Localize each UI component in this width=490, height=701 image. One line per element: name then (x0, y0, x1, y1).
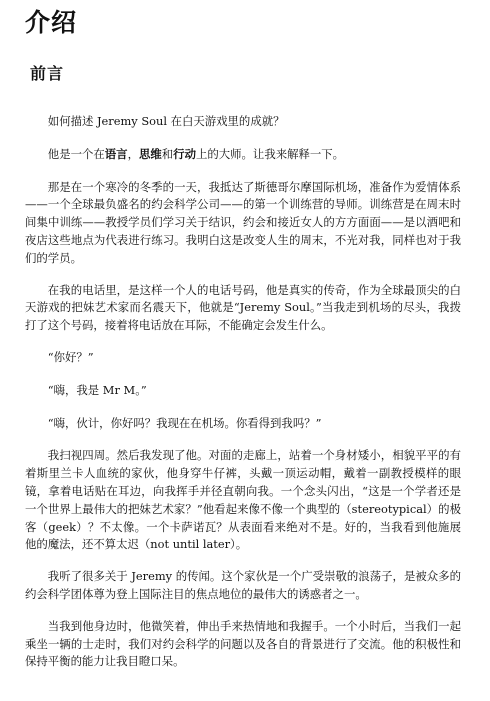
text-span: 和 (161, 146, 174, 161)
text-span: 他是一个在 (47, 146, 105, 161)
paragraph: 我听了很多关于 Jeremy 的传闻。这个家伙是一个广受崇敬的浪荡子，是被众多的约会科学团体尊为登上国际注目的焦点地位的最伟大的诱惑者之一。 (25, 569, 461, 601)
paragraph: “你好？” (47, 349, 94, 364)
section-title: 前言 (30, 64, 65, 83)
paragraph: 我扫视四周。然后我发现了他。对面的走廊上，站着一个身材矮小，相貌平平的有着斯里兰卡人血统的家伙，他身穿牛仔裤，头戴一顶运动帽，戴着一副教授模样的眼镜，拿着电话贴在耳边，向我挥手并径直朝向我。一个念头闪出，“这是一个学者还是一个世界上最伟大的把妹艺术家？”他看起来像不像一个典型的（stereotypical）的极客（geek）？不太像。一个卡萨诺瓦？从表面看来绝对不是。好的，当我看到他施展他的魔法，还不算太迟（not until later）。 (25, 448, 461, 552)
text-span: 上的大师。让我来解释一下。 (195, 146, 345, 161)
paragraph: 那是在一个寒冷的冬季的一天，我抵达了斯德哥尔摩国际机场，准备作为爱情体系——一个全球最负盛名的约会科学公司——的第一个训练营的导师。训练营是在周末时间集中训练——教授学员们学习关于结识，约会和接近女人的方方面面——是以酒吧和夜店这些地点为代表进行练习。我明白这是改变人生的周末，不光对我，同样也对于我们的学员。 (25, 179, 461, 265)
chapter-title: 介绍 (25, 8, 78, 37)
bold-term: 思维 (138, 146, 162, 161)
paragraph: 当我到他身边时，他微笑着，伸出手来热情地和我握手。一个小时后，当我们一起乘坐一辆的士走时，我们对约会科学的问题以及各自的背景进行了交流。他的积极性和保持平衡的能力让我目瞪口呆。 (25, 618, 461, 669)
text-span: ， (127, 146, 139, 161)
paragraph: 如何描述 Jeremy Soul 在白天游戏里的成就？ (47, 114, 285, 128)
paragraph: 在我的电话里，是这样一个人的电话号码，他是真实的传奇，作为全球最顶尖的白天游戏的把妹艺术家而名震天下，他就是“Jeremy Soul。”当我走到机场的尽头，我拨打了这个号码，接着将电话放在耳际，不能确定会发生什么。 (25, 282, 461, 333)
paragraph: “嗨，伙计，你好吗？我现在在机场。你看得到我吗？” (47, 415, 322, 430)
bold-term: 行动 (173, 146, 196, 161)
paragraph (25, 146, 461, 164)
bold-term: 语言 (104, 146, 128, 161)
body-text (25, 113, 461, 685)
paragraph: “嗨，我是 Mr M。” (47, 382, 147, 397)
